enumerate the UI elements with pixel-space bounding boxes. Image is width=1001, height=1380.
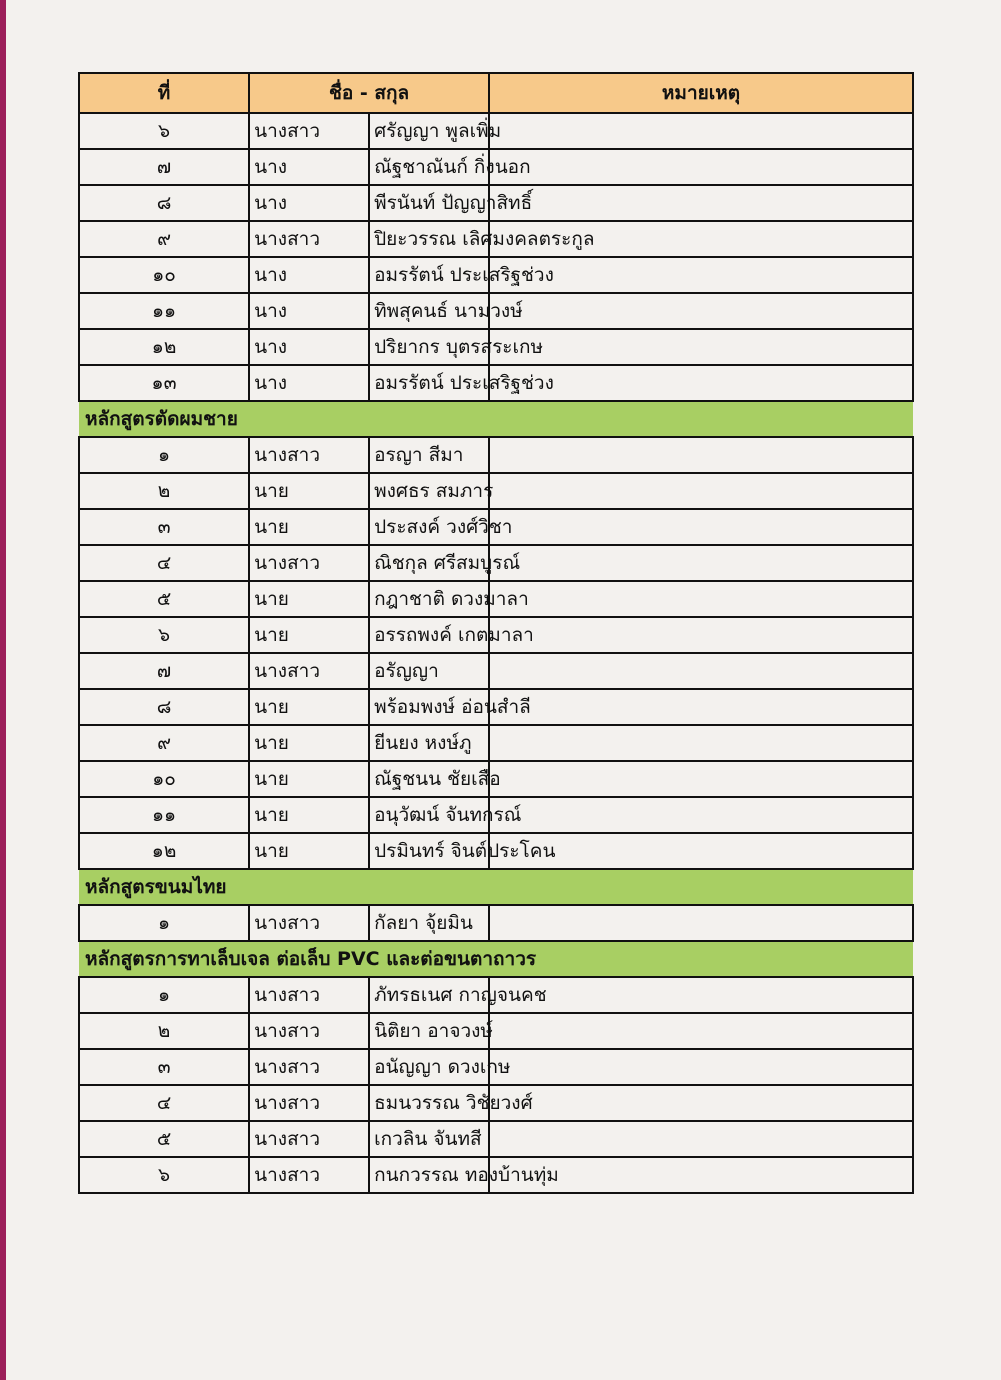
row-title: นาง: [249, 365, 369, 401]
row-note: [489, 1085, 913, 1121]
table-row: [79, 365, 913, 401]
row-note: [489, 185, 913, 221]
row-title: นาย: [249, 689, 369, 725]
row-name: ภัทรธเนศ กาญจนคช: [369, 977, 489, 1013]
row-number: ๒: [79, 473, 249, 509]
table-row: [79, 1013, 913, 1049]
row-name: ณัฐชาณันก์ กิ่งนอก: [369, 149, 489, 185]
row-number: ๘: [79, 185, 249, 221]
table-row: [79, 185, 913, 221]
row-name: อมรรัตน์ ประเสริฐช่วง: [369, 365, 489, 401]
row-number: ๗: [79, 653, 249, 689]
row-name: อมรรัตน์ ประเสริฐช่วง: [369, 257, 489, 293]
row-number: ๒: [79, 1013, 249, 1049]
row-name: อนัญญา ดวงเกษ: [369, 1049, 489, 1085]
row-note: [489, 797, 913, 833]
row-number: ๖: [79, 1157, 249, 1193]
table-row: [79, 833, 913, 869]
header-name: ชื่อ - สกุล: [249, 73, 489, 113]
table-row: [79, 689, 913, 725]
row-number: ๕: [79, 1121, 249, 1157]
row-note: [489, 653, 913, 689]
section-title: หลักสูตรขนมไทย: [79, 869, 913, 905]
row-title: นางสาว: [249, 1157, 369, 1193]
row-note: [489, 545, 913, 581]
row-note: [489, 1049, 913, 1085]
row-name: ยีนยง หงษ์ภู: [369, 725, 489, 761]
row-title: นาง: [249, 257, 369, 293]
row-note: [489, 113, 913, 149]
row-name: ปรมินทร์ จินต์ประโคน: [369, 833, 489, 869]
row-number: ๗: [79, 149, 249, 185]
row-note: [489, 149, 913, 185]
section-title: หลักสูตรการทาเล็บเจล ต่อเล็บ PVC และต่อขนตาถาวร: [79, 941, 913, 977]
row-name: พีรนันท์ ปัญญาสิทธิ์: [369, 185, 489, 221]
row-number: ๑: [79, 905, 249, 941]
table-row: [79, 905, 913, 941]
table-row: [79, 149, 913, 185]
table-row: [79, 473, 913, 509]
row-note: [489, 473, 913, 509]
table-row: [79, 329, 913, 365]
row-number: ๔: [79, 545, 249, 581]
row-note: [489, 617, 913, 653]
row-number: ๙: [79, 221, 249, 257]
table-row: [79, 581, 913, 617]
row-note: [489, 761, 913, 797]
row-number: ๓: [79, 509, 249, 545]
roster-body: [79, 113, 913, 1193]
row-name: ปิยะวรรณ เลิศมงคลตระกูล: [369, 221, 489, 257]
row-note: [489, 905, 913, 941]
row-title: นาย: [249, 725, 369, 761]
row-name: อนุวัฒน์ จันทกรณ์: [369, 797, 489, 833]
table-row: [79, 977, 913, 1013]
row-number: ๖: [79, 113, 249, 149]
row-note: [489, 1121, 913, 1157]
table-row: [79, 725, 913, 761]
row-title: นางสาว: [249, 437, 369, 473]
row-number: ๑๑: [79, 293, 249, 329]
table-row: [79, 1157, 913, 1193]
row-number: ๓: [79, 1049, 249, 1085]
section-title: หลักสูตรตัดผมชาย: [79, 401, 913, 437]
row-name: ประสงค์ วงศ์วิชา: [369, 509, 489, 545]
table-row: [79, 797, 913, 833]
row-title: นางสาว: [249, 1013, 369, 1049]
table-row: [79, 1049, 913, 1085]
header-note: หมายเหตุ: [489, 73, 913, 113]
row-number: ๑๒: [79, 329, 249, 365]
section-header: [79, 869, 913, 905]
row-note: [489, 977, 913, 1013]
row-title: นาย: [249, 617, 369, 653]
row-title: นางสาว: [249, 545, 369, 581]
table-row: [79, 1085, 913, 1121]
row-name: ปริยากร บุตรสระเกษ: [369, 329, 489, 365]
table-row: [79, 761, 913, 797]
row-note: [489, 689, 913, 725]
row-name: กัลยา จุ้ยมิน: [369, 905, 489, 941]
table-row: [79, 437, 913, 473]
row-name: ศรัญญา พูลเพิ่ม: [369, 113, 489, 149]
row-title: นางสาว: [249, 1085, 369, 1121]
row-name: อรรถพงค์ เกตมาลา: [369, 617, 489, 653]
table-row: [79, 545, 913, 581]
row-name: อรัญญา: [369, 653, 489, 689]
row-name: พร้อมพงษ์ อ่อนสำลี: [369, 689, 489, 725]
row-number: ๖: [79, 617, 249, 653]
row-name: กนกวรรณ ทองบ้านทุ่ม: [369, 1157, 489, 1193]
row-name: กฎาชาติ ดวงมาลา: [369, 581, 489, 617]
row-number: ๘: [79, 689, 249, 725]
row-name: ณัฐชนน ชัยเสือ: [369, 761, 489, 797]
row-number: ๑๐: [79, 257, 249, 293]
table-row: [79, 1121, 913, 1157]
row-number: ๔: [79, 1085, 249, 1121]
row-title: นางสาว: [249, 113, 369, 149]
row-title: นาย: [249, 797, 369, 833]
table-row: [79, 257, 913, 293]
row-title: นาง: [249, 185, 369, 221]
row-title: นางสาว: [249, 221, 369, 257]
row-name: ณิชกุล ศรีสมบูรณ์: [369, 545, 489, 581]
table-row: [79, 293, 913, 329]
roster-table: [78, 72, 914, 1194]
roster-sheet: [78, 72, 914, 1194]
row-title: นาย: [249, 833, 369, 869]
row-note: [489, 293, 913, 329]
row-note: [489, 725, 913, 761]
row-name: ธมนวรรณ วิชัยวงศ์: [369, 1085, 489, 1121]
table-row: [79, 617, 913, 653]
row-number: ๑๓: [79, 365, 249, 401]
row-number: ๑๑: [79, 797, 249, 833]
row-note: [489, 329, 913, 365]
row-title: นาย: [249, 761, 369, 797]
row-title: นาง: [249, 293, 369, 329]
row-name: อรญา สีมา: [369, 437, 489, 473]
table-row: [79, 113, 913, 149]
header-no: ที่: [79, 73, 249, 113]
header-row: [79, 73, 913, 113]
row-title: นาง: [249, 149, 369, 185]
table-row: [79, 653, 913, 689]
row-title: นางสาว: [249, 1049, 369, 1085]
row-number: ๕: [79, 581, 249, 617]
row-title: นาง: [249, 329, 369, 365]
row-title: นาย: [249, 509, 369, 545]
row-number: ๑๒: [79, 833, 249, 869]
row-number: ๑๐: [79, 761, 249, 797]
row-note: [489, 509, 913, 545]
row-title: นางสาว: [249, 653, 369, 689]
row-title: นางสาว: [249, 977, 369, 1013]
row-title: นางสาว: [249, 905, 369, 941]
table-row: [79, 509, 913, 545]
row-title: นาย: [249, 581, 369, 617]
table-row: [79, 221, 913, 257]
row-name: นิติยา อาจวงษ์: [369, 1013, 489, 1049]
binding-edge: [0, 0, 6, 1380]
row-note: [489, 437, 913, 473]
row-name: ทิพสุคนธ์ นามวงษ์: [369, 293, 489, 329]
row-title: นาย: [249, 473, 369, 509]
section-header: [79, 401, 913, 437]
section-header: [79, 941, 913, 977]
row-note: [489, 1013, 913, 1049]
row-title: นางสาว: [249, 1121, 369, 1157]
row-name: เกวลิน จันทสี: [369, 1121, 489, 1157]
row-number: ๑: [79, 977, 249, 1013]
row-number: ๑: [79, 437, 249, 473]
row-note: [489, 581, 913, 617]
row-number: ๙: [79, 725, 249, 761]
row-name: พงศธร สมภาร: [369, 473, 489, 509]
